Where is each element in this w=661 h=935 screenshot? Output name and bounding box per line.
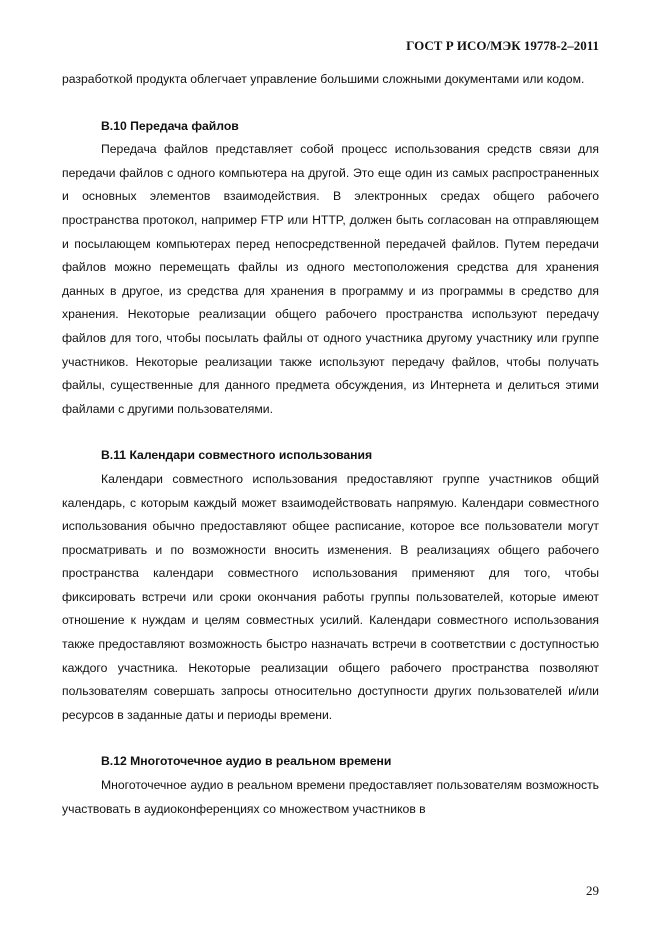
section-paragraph-b12: Многоточечное аудио в реальном времени предоставляет пользователям возможность участвовать в аудиоконференциях со множеством участников в	[62, 778, 599, 816]
section-heading-b10: B.10 Передача файлов	[101, 118, 239, 133]
document-code-header: ГОСТ Р ИСО/МЭК 19778-2–2011	[406, 38, 599, 53]
intro-paragraph: разработкой продукта облегчает управление большими сложными документами или кодом.	[62, 72, 585, 86]
page-number: 29	[586, 883, 599, 898]
page-body	[62, 68, 599, 821]
section-paragraph-b11: Календари совместного использования предоставляют группе участников общий календарь, с которым каждый может взаимодействовать напрямую. Календари совместного использования обычно предоставляют общее расписание, которое все пользователи могут просматривать и по возможности вносить изменения. В реализациях общего рабочего пространства календари совместного использования применяют для того, чтобы фиксировать встречи или сроки окончания работы группы пользователей, которые имеют отношение к нуждам и целям совместных усилий. Календари совместного использования также предоставляют возможность быстро назначать встречи в соответствии с доступностью каждого участника. Некоторые реализации общего рабочего пространства позволяют пользователям совершать запросы относительно доступности других пользователей и/или ресурсов в заданные даты и периоды времени.	[62, 471, 599, 722]
section-heading-b12: B.12 Многоточечное аудио в реальном времени	[101, 754, 392, 769]
section-paragraph-b10: Передача файлов представляет собой процесс использования средств связи для передачи файлов с одного компьютера на другой. Это еще один из самых распространенных и основных элементов взаимодействия. В электронных средах общего рабочего пространства протокол, например FTP или HTTP, должен быть согласован на отправляющем и посылающем компьютерах перед непосредственной передачей файлов. Путем передачи файлов можно перемещать файлы из одного местоположения средства для хранения данных в другое, из средства для хранения в программу и из программы в средство для хранения. Некоторые реализации общего рабочего пространства используют передачу файлов для того, чтобы посылать файлы от одного участника другому участнику или группе участников. Некоторые реализации также используют передачу файлов, чтобы получать файлы, существенные для данного предмета обсуждения, из Интернета и делиться этими файлами с другими пользователями.	[62, 142, 599, 416]
section-heading-b11: B.11 Календари совместного использования	[101, 448, 373, 463]
